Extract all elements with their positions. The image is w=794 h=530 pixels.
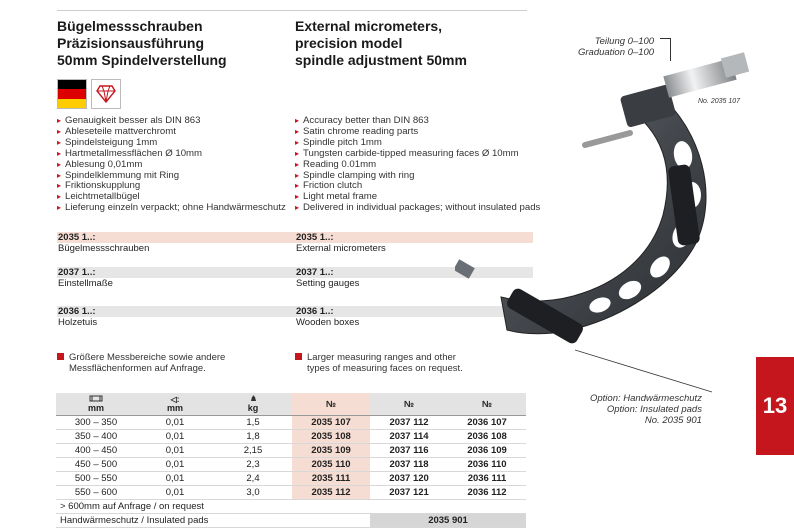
micrometer-no-cell: 2035 107 (292, 416, 370, 430)
category-code: 2036 1..: (295, 306, 533, 317)
weight-cell: 2,3 (214, 458, 292, 472)
option-leader (575, 345, 715, 395)
feature-item: ▸ Spindelklemmung mit Ring (57, 171, 286, 182)
title-de-line: Präzisionsausführung (57, 35, 205, 51)
weight-cell: 3,0 (214, 486, 292, 500)
feature-item: ▸ Satin chrome reading parts (295, 127, 540, 138)
range-cell: 450 – 500 (56, 458, 136, 472)
page-tab: 13 (756, 357, 794, 455)
gauge-no-cell: 2037 118 (370, 458, 448, 472)
table-row (56, 416, 526, 430)
table-row (56, 472, 526, 486)
number-header: № (370, 393, 448, 416)
reading-header (136, 393, 214, 416)
note-line: Larger measuring ranges and other (307, 352, 456, 363)
feature-item: ▸ Lieferung einzeln verpackt; ohne Handwärmeschutz (57, 203, 286, 214)
title-en-line: spindle adjustment 50mm (295, 52, 467, 68)
category-desc: Einstellmaße (58, 278, 113, 289)
request-note: > 600mm auf Anfrage / on request (56, 500, 526, 514)
title-de (57, 18, 227, 69)
micrometer-no-cell: 2035 112 (292, 486, 370, 500)
header-unit: mm (87, 403, 104, 413)
gauge-no-cell: 2037 116 (370, 444, 448, 458)
micrometer-no-cell: 2035 109 (292, 444, 370, 458)
reading-cell: 0,01 (136, 486, 214, 500)
table-footer-row (56, 500, 526, 514)
top-rule (57, 10, 527, 11)
range-cell: 550 – 600 (56, 486, 136, 500)
note-bullet-icon (295, 353, 302, 360)
title-de-line: Bügelmessschrauben (57, 18, 203, 34)
title-en (295, 18, 467, 69)
weight-header (214, 393, 292, 416)
note-line: types of measuring faces on request. (307, 363, 463, 374)
box-no-cell: 2036 108 (448, 430, 526, 444)
feature-item: ▸ Spindelsteigung 1mm (57, 138, 286, 149)
product-no-label: No. 2035 107 (698, 98, 741, 105)
category-desc: Bügelmessschrauben (58, 243, 150, 254)
feature-item: ▸ Reading 0.01mm (295, 160, 540, 171)
range-cell: 350 – 400 (56, 430, 136, 444)
title-en-line: precision model (295, 35, 403, 51)
feature-item: ▸ Accuracy better than DIN 863 (295, 116, 540, 127)
reading-cell: 0,01 (136, 458, 214, 472)
micrometer-no-cell: 2035 111 (292, 472, 370, 486)
range-cell: 500 – 550 (56, 472, 136, 486)
category-code: 2037 1..: (57, 267, 295, 278)
feature-item: ▸ Light metal frame (295, 192, 540, 203)
feature-item: ▸ Tungsten carbide-tipped measuring faces Ø 10mm (295, 149, 540, 160)
callout-leader (660, 38, 671, 61)
weight-cell: 2,15 (214, 444, 292, 458)
feature-item: ▸ Friktionskupplung (57, 181, 286, 192)
feature-item: ▸ Spindle pitch 1mm (295, 138, 540, 149)
box-no-cell: 2036 111 (448, 472, 526, 486)
table-row (56, 430, 526, 444)
option-callout (590, 393, 702, 426)
reading-cell: 0,01 (136, 472, 214, 486)
category-block (57, 232, 295, 255)
title-en-line: External micrometers, (295, 18, 443, 34)
range-cell: 400 – 450 (56, 444, 136, 458)
badge-row (57, 79, 121, 109)
category-code: 2035 1..: (295, 232, 533, 243)
weight-cell: 2,4 (214, 472, 292, 486)
range-header (56, 393, 136, 416)
range-cell: 300 – 350 (56, 416, 136, 430)
box-no-cell: 2036 112 (448, 486, 526, 500)
micrometer-no-cell: 2035 108 (292, 430, 370, 444)
table-row (56, 444, 526, 458)
gauge-no-cell: 2037 114 (370, 430, 448, 444)
table-header-row (56, 393, 526, 416)
german-flag-icon (57, 79, 87, 109)
note-en (295, 352, 463, 374)
reading-cell: 0,01 (136, 416, 214, 430)
pads-no-cell: 2035 901 (370, 514, 526, 528)
box-no-cell: 2036 109 (448, 444, 526, 458)
reading-icon: ◁: (170, 395, 180, 404)
feature-item: ▸ Friction clutch (295, 181, 540, 192)
gauge-no-cell: 2037 112 (370, 416, 448, 430)
diamond-icon (91, 79, 121, 109)
features-de (57, 116, 286, 214)
feature-item: ▸ Ablesung 0,01mm (57, 160, 286, 171)
category-code: 2037 1..: (295, 267, 533, 278)
number-header: № (448, 393, 526, 416)
reading-cell: 0,01 (136, 430, 214, 444)
feature-item: ▸ Hartmetallmessflächen Ø 10mm (57, 149, 286, 160)
category-block (57, 306, 295, 329)
category-desc: External micrometers (296, 243, 386, 254)
feature-item: ▸ Ableseteile mattverchromt (57, 127, 286, 138)
table-footer-row (56, 514, 526, 528)
note-line: Messflächenformen auf Anfrage. (69, 363, 206, 374)
note-line: Größere Messbereiche sowie andere (69, 352, 226, 363)
callout-line: Option: Handwärmeschutz (590, 393, 702, 404)
callout-line: Teilung 0–100 (594, 36, 655, 47)
table-row (56, 486, 526, 500)
callout-line: No. 2035 901 (644, 415, 702, 426)
reading-cell: 0,01 (136, 444, 214, 458)
feature-item: ▸ Delivered in individual packages; without insulated pads (295, 203, 540, 214)
gauge-no-cell: 2037 121 (370, 486, 448, 500)
category-code: 2035 1..: (57, 232, 295, 243)
micrometer-image (455, 35, 755, 360)
header-unit: kg (247, 403, 259, 413)
gauge-no-cell: 2037 120 (370, 472, 448, 486)
feature-item: ▸ Genauigkeit besser als DIN 863 (57, 116, 286, 127)
graduation-callout (578, 36, 654, 58)
category-desc: Holzetuis (58, 317, 98, 328)
header-unit: mm (166, 403, 183, 413)
category-desc: Setting gauges (296, 278, 360, 289)
category-desc: Wooden boxes (296, 317, 360, 328)
note-de (57, 352, 225, 374)
number-header: № (292, 393, 370, 416)
note-bullet-icon (57, 353, 64, 360)
box-no-cell: 2036 110 (448, 458, 526, 472)
feature-item: ▸ Spindle clamping with ring (295, 171, 540, 182)
weight-cell: 1,8 (214, 430, 292, 444)
title-de-line: 50mm Spindelverstellung (57, 52, 227, 68)
micrometer-no-cell: 2035 110 (292, 458, 370, 472)
category-block (57, 267, 295, 290)
pads-label: Handwärmeschutz / Insulated pads (56, 514, 370, 528)
feature-item: ▸ Leichtmetallbügel (57, 192, 286, 203)
category-code: 2036 1..: (57, 306, 295, 317)
box-no-cell: 2036 107 (448, 416, 526, 430)
table-row (56, 458, 526, 472)
weight-cell: 1,5 (214, 416, 292, 430)
callout-line: Graduation 0–100 (578, 47, 655, 58)
spec-table (56, 393, 526, 528)
callout-line: Option: Insulated pads (606, 404, 702, 415)
